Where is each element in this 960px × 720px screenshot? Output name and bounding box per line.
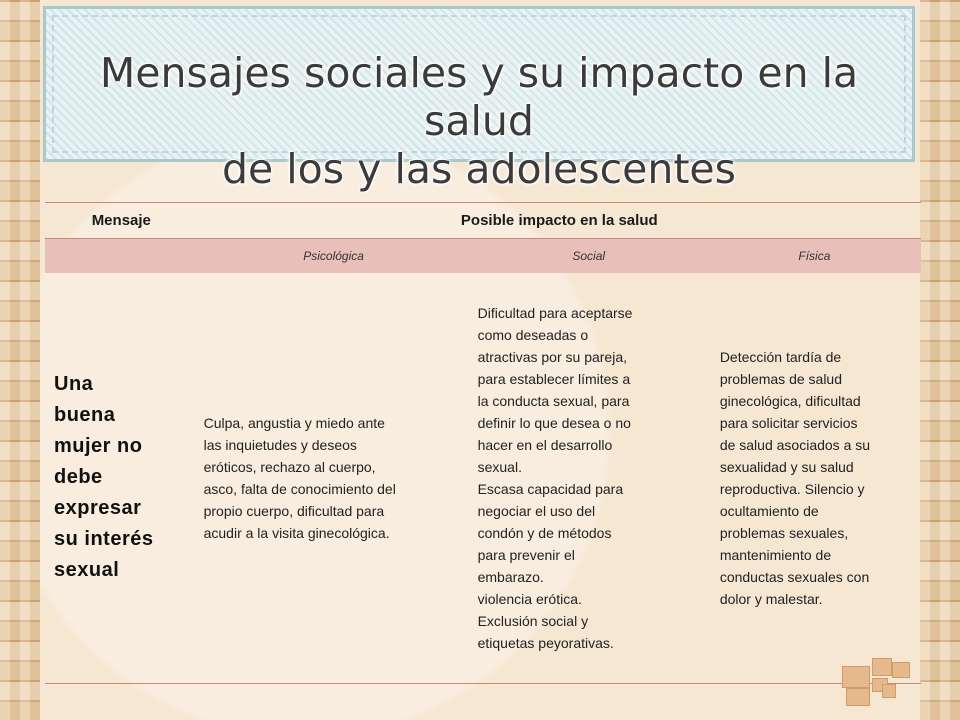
- title-banner: [43, 6, 915, 193]
- social-line: etiquetas peyorativas.: [477, 634, 614, 651]
- psicologica-line: las inquietudes y deseos: [203, 436, 357, 453]
- social-line: negociar el uso del: [477, 502, 596, 519]
- left-decorative-border: [0, 0, 40, 720]
- psicologica-line: propio cuerpo, dificultad para: [203, 502, 385, 519]
- slide-title-line-1: Mensajes sociales y su impacto en la salud: [99, 49, 859, 145]
- mensaje-line: sexual: [54, 559, 120, 581]
- subheader-fisica: Física: [798, 248, 831, 263]
- fisica-line: dolor y malestar.: [719, 590, 823, 607]
- mensaje-line: Una: [54, 373, 94, 395]
- mensaje-line: su interés: [54, 528, 154, 550]
- impact-table: [45, 202, 921, 684]
- cell-psicologica: [198, 273, 470, 684]
- slide-title: [46, 49, 912, 193]
- social-line: para prevenir el: [477, 546, 575, 563]
- fisica-line: sexualidad y su salud: [719, 458, 854, 475]
- social-line: como deseadas o: [477, 326, 589, 343]
- cell-fisica: [708, 273, 921, 684]
- social-line: Dificultad para aceptarse: [477, 304, 633, 321]
- fisica-line: ginecológica, dificultad: [719, 392, 861, 409]
- mensaje-line: buena: [54, 404, 116, 426]
- social-line: condón y de métodos: [477, 524, 612, 541]
- subheader-psicologica: Psicológica: [303, 248, 364, 263]
- psicologica-line: acudir a la visita ginecológica.: [203, 524, 390, 541]
- fisica-line: ocultamiento de: [719, 502, 819, 519]
- fisica-line: reproductiva. Silencio y: [719, 480, 865, 497]
- mensaje-line: debe: [54, 466, 103, 488]
- fisica-line: de salud asociados a su: [719, 436, 871, 453]
- social-line: embarazo.: [477, 568, 544, 585]
- social-line: hacer en el desarrollo: [477, 436, 613, 453]
- subheader-social: Social: [572, 248, 606, 263]
- fisica-line: conductas sexuales con: [719, 568, 870, 585]
- social-line: sexual.: [477, 458, 522, 475]
- cell-mensaje: [45, 273, 198, 684]
- psicologica-line: eróticos, rechazo al cuerpo,: [203, 458, 376, 475]
- fisica-line: problemas de salud: [719, 370, 842, 387]
- table-row: [45, 273, 921, 684]
- fisica-line: mantenimiento de: [719, 546, 832, 563]
- fisica-line: para solicitar servicios: [719, 414, 858, 431]
- social-line: Exclusión social y: [477, 612, 589, 629]
- slide-title-line-2: de los y las adolescentes: [222, 145, 736, 193]
- social-line: violencia erótica.: [477, 590, 582, 607]
- fisica-line: Detección tardía de: [719, 348, 842, 365]
- table-subheader-row: [45, 239, 921, 273]
- decorative-tiles: [842, 658, 912, 708]
- social-line: atractivas por su pareja,: [477, 348, 627, 365]
- header-mensaje: Mensaje: [91, 212, 151, 229]
- table-header-row: [45, 203, 921, 239]
- psicologica-line: Culpa, angustia y miedo ante: [203, 414, 385, 431]
- mensaje-line: expresar: [54, 497, 142, 519]
- header-impacto: Posible impacto en la salud: [460, 212, 658, 229]
- cell-social: [470, 273, 708, 684]
- subheader-empty: [45, 239, 198, 273]
- social-line: definir lo que desea o no: [477, 414, 631, 431]
- mensaje-line: mujer no: [54, 435, 143, 457]
- right-decorative-border: [920, 0, 960, 720]
- social-line: Escasa capacidad para: [477, 480, 624, 497]
- social-line: la conducta sexual, para: [477, 392, 630, 409]
- social-line: para establecer límites a: [477, 370, 631, 387]
- psicologica-line: asco, falta de conocimiento del: [203, 480, 396, 497]
- fisica-line: problemas sexuales,: [719, 524, 849, 541]
